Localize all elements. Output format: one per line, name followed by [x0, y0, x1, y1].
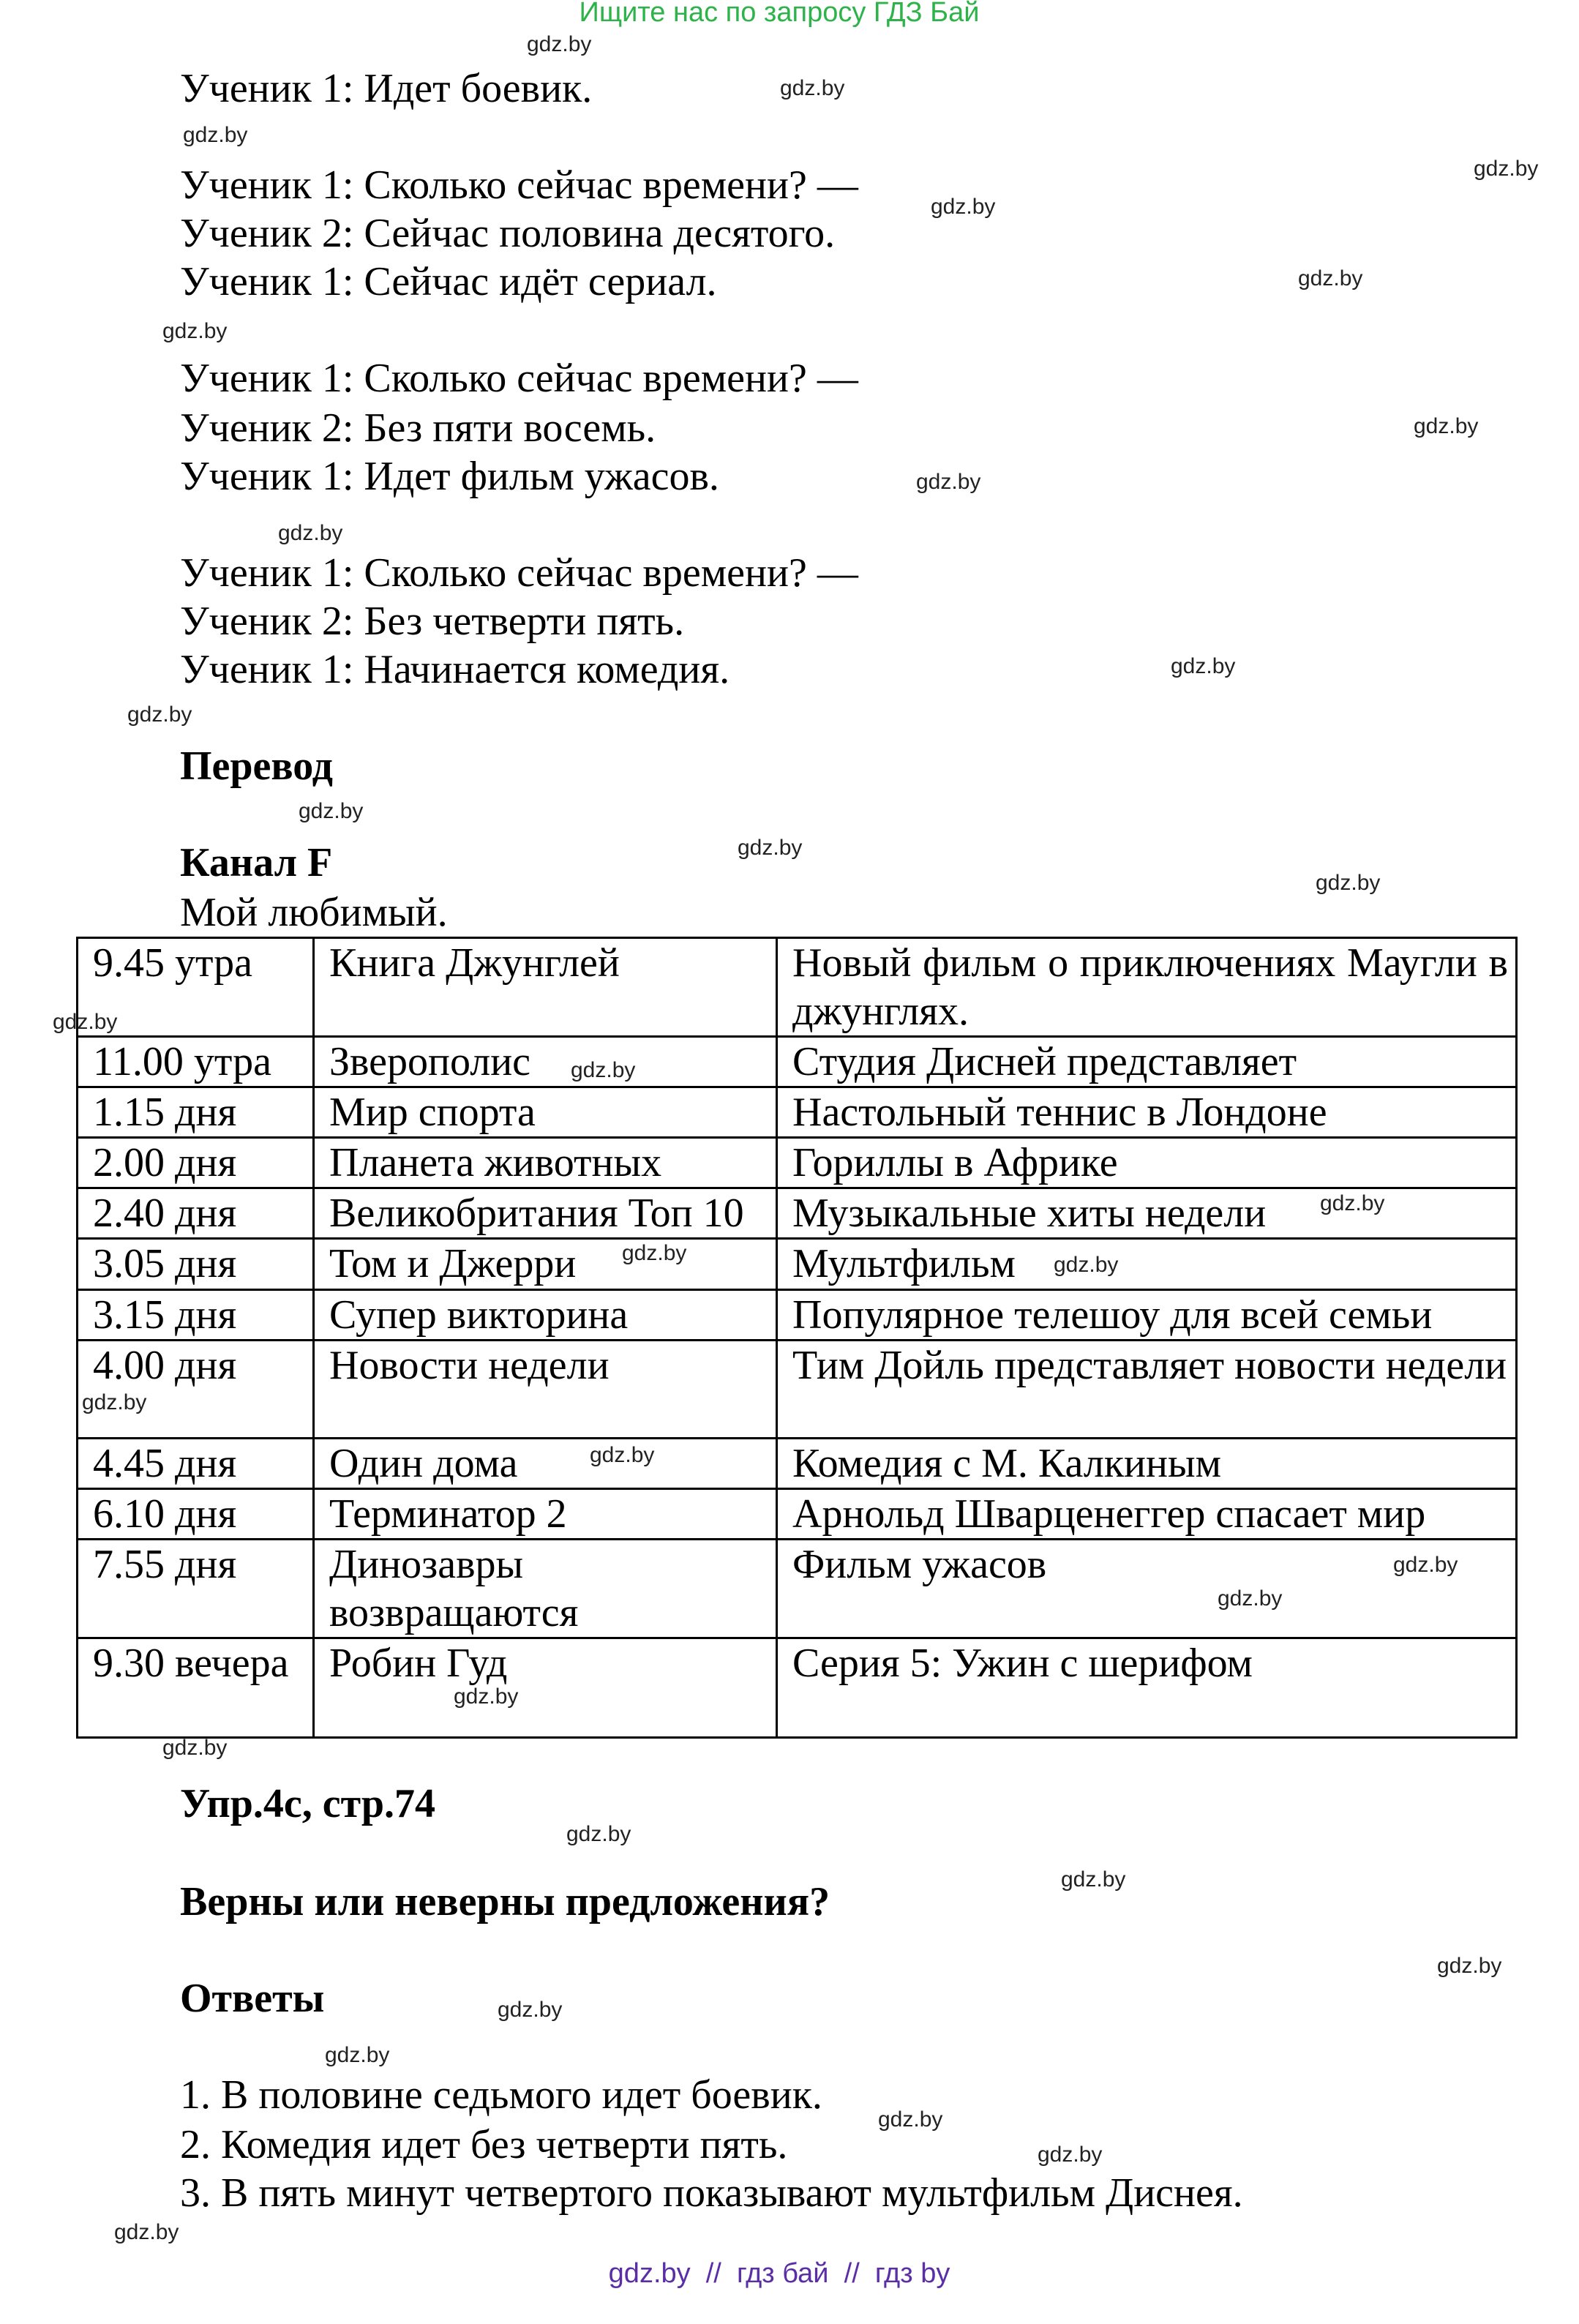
watermark: gdz.by: [53, 1010, 118, 1034]
title-cell: Один дома: [314, 1439, 777, 1489]
answer-item: 2. Комедия идет без четверти пять.: [180, 2122, 788, 2167]
answers-heading: Ответы: [180, 1976, 325, 2021]
watermark: gdz.by: [1038, 2143, 1103, 2167]
watermark: gdz.by: [162, 319, 228, 343]
table-row: [78, 938, 1517, 1037]
time-cell: 2.00 дня: [78, 1138, 314, 1188]
dialogue-line: Ученик 2: Без пяти восемь.: [180, 405, 656, 451]
watermark: gdz.by: [127, 702, 192, 727]
translation-heading: Перевод: [180, 743, 333, 789]
channel-subtitle: Мой любимый.: [180, 890, 448, 935]
title-cell: Зверополис: [314, 1037, 777, 1087]
time-cell: 1.15 дня: [78, 1087, 314, 1138]
description-cell: Популярное телешоу для всей семьи: [777, 1290, 1517, 1341]
watermark: gdz.by: [738, 836, 803, 860]
time-cell: 11.00 утра: [78, 1037, 314, 1087]
title-cell: Терминатор 2: [314, 1489, 777, 1540]
title-cell: Книга Джунглей: [314, 938, 777, 1037]
title-cell: Мир спорта: [314, 1087, 777, 1138]
table-row: [78, 1638, 1517, 1738]
table-row: [78, 1239, 1517, 1290]
watermark: gdz.by: [527, 32, 592, 56]
watermark: gdz.by: [498, 1998, 563, 2022]
description-cell: Комедия с М. Калкиным: [777, 1439, 1517, 1489]
description-cell: Арнольд Шварценеггер спасает мир: [777, 1489, 1517, 1540]
watermark: gdz.by: [878, 2107, 943, 2132]
watermark: gdz.by: [1298, 266, 1363, 290]
watermark: gdz.by: [780, 76, 845, 100]
description-cell: Тим Дойль представляет новости недели: [777, 1341, 1517, 1439]
watermark: gdz.by: [114, 2220, 179, 2244]
watermark: gdz.by: [590, 1443, 655, 1467]
watermark: gdz.by: [566, 1822, 631, 1846]
table-row: [78, 1489, 1517, 1540]
watermark: gdz.by: [162, 1736, 228, 1760]
answer-item: 3. В пять минут четвертого показывают мультфильм Диснея.: [180, 2170, 1243, 2216]
watermark: gdz.by: [931, 195, 996, 219]
watermark: gdz.by: [325, 2043, 390, 2067]
watermark: gdz.by: [278, 521, 343, 545]
watermark: gdz.by: [1218, 1586, 1283, 1611]
channel-heading: Канал F: [180, 840, 333, 885]
watermark: gdz.by: [1393, 1553, 1458, 1577]
table-row: [78, 1087, 1517, 1138]
dialogue-line: Ученик 2: Сейчас половина десятого.: [180, 211, 836, 256]
time-cell: 3.15 дня: [78, 1290, 314, 1341]
title-cell: Великобритания Топ 10: [314, 1188, 777, 1239]
description-cell: Новый фильм о приключениях Маугли в джунглях.: [777, 938, 1517, 1037]
dialogue-line: Ученик 1: Сколько сейчас времени? —: [180, 162, 858, 208]
watermark: gdz.by: [1414, 414, 1479, 438]
title-cell: Динозавры возвращаются: [314, 1540, 777, 1638]
title-cell: Том и Джерри: [314, 1239, 777, 1290]
watermark: gdz.by: [454, 1684, 519, 1709]
watermark: gdz.by: [183, 123, 248, 147]
watermark: gdz.by: [1061, 1867, 1126, 1892]
table-row: [78, 1188, 1517, 1239]
table-row: [78, 1540, 1517, 1638]
dialogue-line: Ученик 2: Без четверти пять.: [180, 599, 685, 644]
description-cell: Гориллы в Африке: [777, 1138, 1517, 1188]
title-cell: Новости недели: [314, 1341, 777, 1439]
dialogue-line: Ученик 1: Идет боевик.: [180, 66, 593, 111]
table-row: [78, 1341, 1517, 1439]
search-banner: Ищите нас по запросу ГДЗ Бай: [579, 0, 980, 28]
watermark: gdz.by: [1437, 1954, 1502, 1978]
title-cell: Супер викторина: [314, 1290, 777, 1341]
watermark: gdz.by: [1316, 871, 1381, 895]
description-cell: Музыкальные хиты недели: [777, 1188, 1517, 1239]
time-cell: 4.00 дня: [78, 1341, 314, 1439]
watermark: gdz.by: [1171, 654, 1236, 678]
time-cell: 7.55 дня: [78, 1540, 314, 1638]
watermark: gdz.by: [622, 1241, 687, 1265]
watermark: gdz.by: [299, 799, 364, 823]
watermark: gdz.by: [1320, 1191, 1385, 1215]
time-cell: 3.05 дня: [78, 1239, 314, 1290]
table-row: [78, 1290, 1517, 1341]
watermark: gdz.by: [1054, 1253, 1119, 1277]
time-cell: 9.45 утра: [78, 938, 314, 1037]
table-row: [78, 1037, 1517, 1087]
watermark: gdz.by: [1474, 157, 1539, 181]
table-row: [78, 1138, 1517, 1188]
time-cell: 4.45 дня: [78, 1439, 314, 1489]
dialogue-line: Ученик 1: Начинается комедия.: [180, 647, 730, 692]
watermark: gdz.by: [82, 1390, 147, 1414]
time-cell: 6.10 дня: [78, 1489, 314, 1540]
table-row: [78, 1439, 1517, 1489]
dialogue-line: Ученик 1: Сколько сейчас времени? —: [180, 550, 858, 596]
answer-item: 1. В половине седьмого идет боевик.: [180, 2072, 822, 2118]
dialogue-line: Ученик 1: Идет фильм ужасов.: [180, 454, 719, 499]
footer-links: gdz.by // гдз бай // гдз by: [608, 2258, 950, 2289]
tv-schedule-table: [76, 937, 1518, 1739]
question-heading: Верны или неверны предложения?: [180, 1879, 830, 1924]
time-cell: 2.40 дня: [78, 1188, 314, 1239]
description-cell: Серия 5: Ужин с шерифом: [777, 1638, 1517, 1738]
title-cell: Планета животных: [314, 1138, 777, 1188]
exercise-heading: Упр.4c, стр.74: [180, 1781, 435, 1826]
watermark: gdz.by: [916, 470, 981, 494]
watermark: gdz.by: [571, 1058, 636, 1082]
description-cell: Студия Дисней представляет: [777, 1037, 1517, 1087]
title-cell: Робин Гуд: [314, 1638, 777, 1738]
description-cell: Фильм ужасов: [777, 1540, 1517, 1638]
description-cell: Настольный теннис в Лондоне: [777, 1087, 1517, 1138]
dialogue-line: Ученик 1: Сколько сейчас времени? —: [180, 356, 858, 401]
description-cell: Мультфильм: [777, 1239, 1517, 1290]
dialogue-line: Ученик 1: Сейчас идёт сериал.: [180, 259, 717, 304]
time-cell: 9.30 вечера: [78, 1638, 314, 1738]
